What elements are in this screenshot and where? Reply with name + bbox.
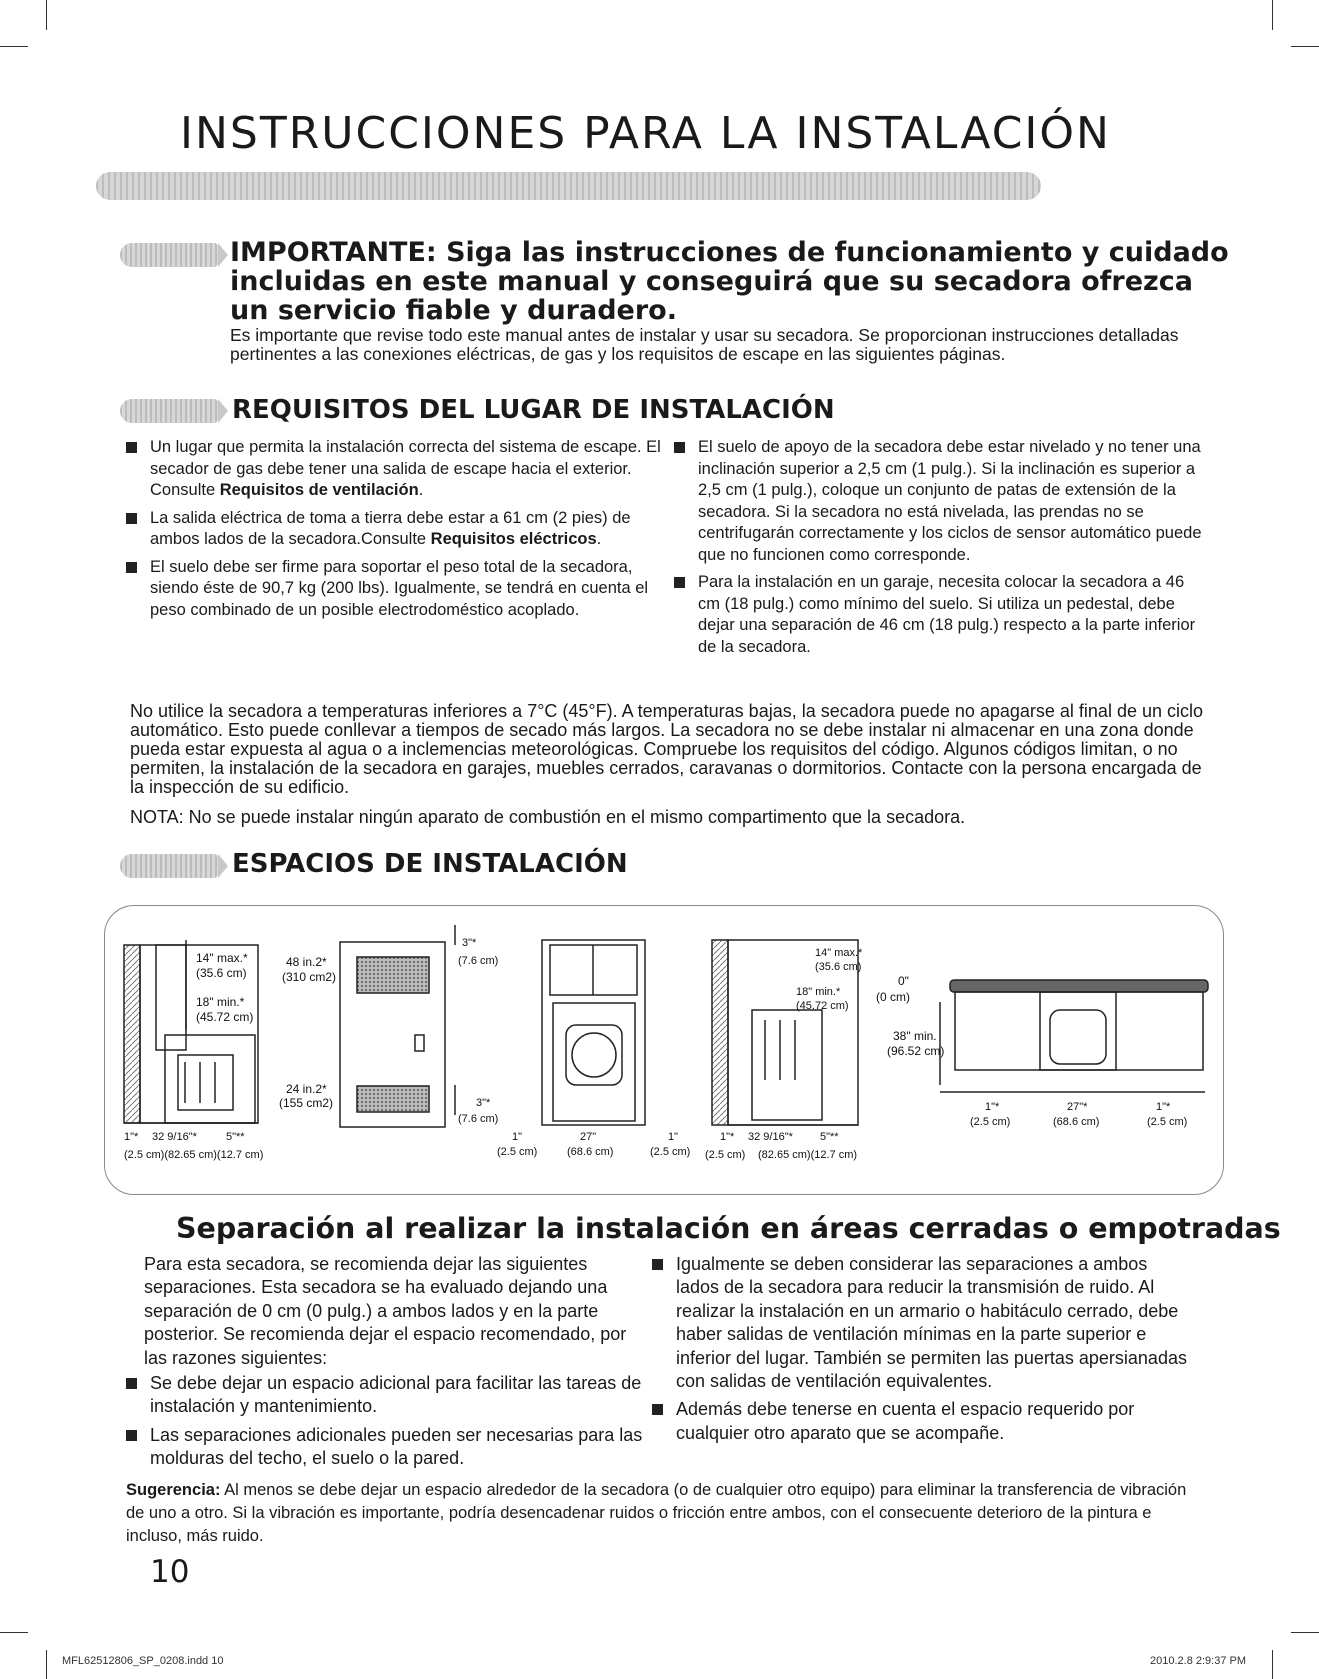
d1-label: 18" min.* [196,995,245,1009]
d4-label: (82.65 cm)(12.7 cm) [758,1149,858,1161]
tip-paragraph: Sugerencia: Al menos se debe dejar un espacio alrededor de la secadora (o de cualquier otro equipo) para eliminar la transferencia de vibración de uno a otro. Si la vibración es importante, podría desencadenar ruidos o fricción entre ambos, con el consecuente deterioro de la pintura e incluso, más ruido. [126,1481,1187,1545]
list-item: Se debe dejar un espacio adicional para facilitar las tareas de instalación y mantenimiento. [122,1372,652,1419]
d3-label: (2.5 cm) [650,1146,691,1158]
important-heading: IMPORTANTE: Siga las instrucciones de funcionamiento y cuidado incluidas en este manual y conseguirá que su secadora ofrezca un servicio fiable y duradero. [230,237,1229,326]
d5-label: (68.6 cm) [1053,1116,1100,1128]
enclosed-left-column [122,1253,652,1471]
diagram-door-vents [340,925,455,1127]
d1-label: (310 cm2) [282,970,337,984]
d5-label: 27"* [1067,1101,1088,1113]
list-item: Igualmente se deben considerar las separaciones a ambos lados de la secadora para reducir la transmisión de ruido. Al realizar la instalación en un armario o habitáculo cerrado, debe haber salidas de ventilación mínimas en la parte superior e inferior del lugar. También se permiten las puertas apersianadas con salidas de ventilación equivalentes. [648,1253,1193,1393]
d1-label: 32 9/16"* [152,1131,197,1143]
d2-label: (155 cm2) [279,1096,334,1110]
d4-label: 32 9/16"* [748,1131,793,1143]
page-title: INSTRUCCIONES PARA LA INSTALACIÓN [180,108,1111,159]
d1-label: 1"* [124,1131,139,1143]
d5-label: (96.52 cm) [887,1044,945,1058]
d5-label: (2.5 cm) [1147,1116,1188,1128]
d4-label: (2.5 cm) [705,1149,746,1161]
d3-label: (68.6 cm) [567,1146,614,1158]
list-item: Además debe tenerse en cuenta el espacio requerido por cualquier otro aparato que se acompañe. [648,1398,1193,1445]
d4-label: 5"** [820,1131,839,1143]
d1-label: (35.6 cm) [196,966,247,980]
page-number: 10 [150,1554,190,1590]
d2-label: 3"* [462,937,477,949]
d3-label: 27" [580,1131,597,1143]
d5-label: 38" min. [893,1029,937,1043]
d1-label: 48 in.2* [286,955,327,969]
site-requirements-heading: REQUISITOS DEL LUGAR DE INSTALACIÓN [232,395,835,425]
d5-label: 0" [898,974,909,988]
temperature-paragraph: No utilice la secadora a temperaturas inferiores a 7°C (45°F). A temperaturas bajas, la secadora puede no apagarse al final de un ciclo automático. Esto puede conllevar a tiempos de secado más largos. La secadora no se debe instalar ni almacenar en una zona donde pueda estar expuesta al agua o a inclemencias meteorológicas. Compruebe los requisitos del código. Algunos códigos limitan, o no permiten, la instalación de la secadora en garajes, muebles cerrados, caravanas o dormitorios. Contacte con la persona encargada de la inspección de su edificio. [130,701,1203,797]
footer-file: MFL62512806_SP_0208.indd 10 [62,1655,224,1667]
d1-label: 5"** [226,1131,245,1143]
footer-timestamp: 2010.2.8 2:9:37 PM [1150,1655,1247,1667]
note-paragraph: NOTA: No se puede instalar ningún aparato de combustión en el mismo compartimento que la secadora. [130,807,966,827]
d1-label: (45.72 cm) [196,1010,254,1024]
d5-label: (2.5 cm) [970,1116,1011,1128]
list-item: Para la instalación en un garaje, necesita colocar la secadora a 46 cm (18 pulg.) como mínimo del suelo. Si utiliza un pedestal, debe dejar una separación de 46 cm (18 pulg.) respecto a la parte inferior de la secadora. [670,572,1210,658]
list-item: El suelo debe ser firme para soportar el peso total de la secadora, siendo éste de 90,7 kg (200 lbs). Igualmente, se tendrá en cuenta el peso combinado de un posible electrodoméstico acoplado. [122,557,662,622]
d4-label: (45.72 cm) [796,1000,849,1012]
list-item: Un lugar que permita la instalación correcta del sistema de escape. El secador de gas debe tener una salida de escape hacia el exterior. Consulte Requisitos de ventilación. [122,437,662,502]
d2-label: (7.6 cm) [458,955,499,967]
d2-label: 3"* [476,1097,491,1109]
enclosed-intro: Para esta secadora, se recomienda dejar las siguientes separaciones. Esta secadora se ha evaluado dejando una separación de 0 cm (0 pulg.) a ambos lados y en la parte posterior. Se recomienda dejar el espacio recomendado, por las razones siguientes: [144,1254,627,1368]
spaces-heading: ESPACIOS DE INSTALACIÓN [232,849,628,879]
d4-label: 1"* [720,1131,735,1143]
enclosed-heading: Separación al realizar la instalación en áreas cerradas o empotradas [176,1212,1281,1245]
d4-label: 18" min.* [796,986,841,998]
d2-label: 24 in.2* [286,1082,327,1096]
d3-label: (2.5 cm) [497,1146,538,1158]
list-item: La salida eléctrica de toma a tierra debe estar a 61 cm (2 pies) de ambos lados de la secadora.Consulte Requisitos eléctricos. [122,508,662,551]
d5-label: 1"* [985,1101,1000,1113]
d5-label: 1"* [1156,1101,1171,1113]
diagram-closet-front [542,940,645,1125]
enclosed-right-column [648,1253,1193,1445]
d4-label: 14" max.* [815,947,863,959]
list-item: Las separaciones adicionales pueden ser necesarias para las molduras del techo, el suelo o la pared. [122,1424,652,1471]
diagram-under-counter [940,980,1208,1092]
d2-label: (7.6 cm) [458,1113,499,1125]
list-item: El suelo de apoyo de la secadora debe estar nivelado y no tener una inclinación superior a 2,5 cm (1 pulg.). Si la inclinación es superior a 2,5 cm (1 pulg.), coloque un conjunto de patas de extensión de la secadora. Si la secadora no está nivelada, las prendas no se centrifugarán correctamente y los ciclos de sensor automático puede que no funcionen como corresponde. [670,437,1210,566]
d1-label: 14" max.* [196,951,248,965]
d3-label: 1" [668,1131,679,1143]
d5-label: (0 cm) [876,990,910,1004]
important-text: Es importante que revise todo este manual antes de instalar y usar su secadora. Se proporcionan instrucciones detalladas pertinentes a las conexiones eléctricas, de gas y los requisitos de escape en las siguientes páginas. [230,325,1179,364]
d4-label: (35.6 cm) [815,961,862,973]
d3-label: 1" [512,1131,523,1143]
d1-label: (2.5 cm)(82.65 cm)(12.7 cm) [124,1149,264,1161]
